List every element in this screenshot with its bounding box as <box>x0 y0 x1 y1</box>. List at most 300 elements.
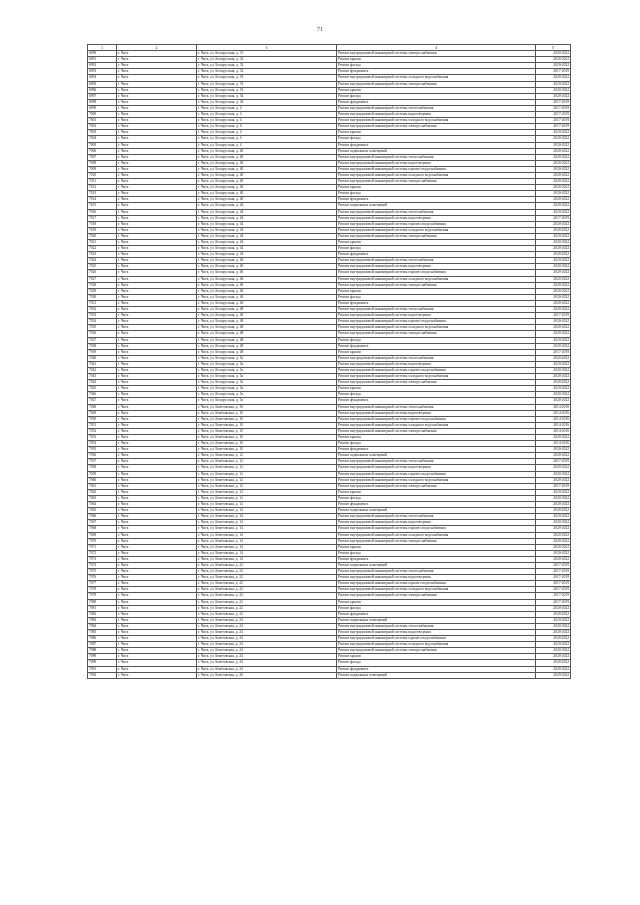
work-type-cell: Ремонт фасада <box>337 337 536 343</box>
period-cell: 2017-2019 <box>536 105 571 111</box>
row-number-cell: 7066 <box>88 514 117 520</box>
period-cell: 2020-2022 <box>536 185 571 191</box>
municipality-cell: г. Чита <box>117 447 197 453</box>
row-number-cell: 7043 <box>88 374 117 380</box>
municipality-cell: г. Чита <box>117 587 197 593</box>
row-number-cell: 7056 <box>88 453 117 459</box>
work-type-cell: Ремонт фасада <box>337 246 536 252</box>
row-number-cell: 7025 <box>88 264 117 270</box>
address-cell: г. Чита, ул. Бекетовская, д. 12 <box>197 459 337 465</box>
work-type-cell: Ремонт фасада <box>337 93 536 99</box>
work-type-cell: Ремонт фундамента <box>337 197 536 203</box>
address-cell: г. Чита, ул. Белорусская, д. 48 <box>197 307 337 313</box>
row-number-cell: 6993 <box>88 69 117 75</box>
municipality-cell: г. Чита <box>117 599 197 605</box>
period-cell: 2020-2022 <box>536 520 571 526</box>
row-number-cell: 7023 <box>88 252 117 258</box>
municipality-cell: г. Чита <box>117 532 197 538</box>
municipality-cell: г. Чита <box>117 392 197 398</box>
period-cell: 2017-2019 <box>536 569 571 575</box>
work-type-cell: Ремонт внутридомовой инженерной системы водоотведения <box>337 630 536 636</box>
municipality-cell: г. Чита <box>117 672 197 678</box>
municipality-cell: г. Чита <box>117 361 197 367</box>
work-type-cell: Ремонт внутридомовой инженерной системы холодного водоснабжения <box>337 374 536 380</box>
address-cell: г. Чита, ул. Белорусская, д. 5а <box>197 380 337 386</box>
address-cell: г. Чита, ул. Белорусская, д. 48 <box>197 313 337 319</box>
row-number-cell: 7034 <box>88 319 117 325</box>
column-header-3: 3 <box>197 45 337 51</box>
row-number-cell: 7058 <box>88 465 117 471</box>
municipality-cell: г. Чита <box>117 453 197 459</box>
row-number-cell: 7059 <box>88 471 117 477</box>
municipality-cell: г. Чита <box>117 581 197 587</box>
municipality-cell: г. Чита <box>117 483 197 489</box>
period-cell: 2020-2022 <box>536 538 571 544</box>
municipality-cell: г. Чита <box>117 514 197 520</box>
municipality-cell: г. Чита <box>117 172 197 178</box>
municipality-cell: г. Чита <box>117 355 197 361</box>
period-cell: 2020-2022 <box>536 307 571 313</box>
municipality-cell: г. Чита <box>117 185 197 191</box>
municipality-cell: г. Чита <box>117 319 197 325</box>
period-cell: 2020-2022 <box>536 544 571 550</box>
address-cell: г. Чита, ул. Белорусская, д. 44 <box>197 227 337 233</box>
address-cell: г. Чита, ул. Белорусская, д. 4 <box>197 136 337 142</box>
period-cell: 2020-2022 <box>536 87 571 93</box>
period-cell: 2020-2022 <box>536 51 571 57</box>
municipality-cell: г. Чита <box>117 233 197 239</box>
address-cell: г. Чита, ул. Белорусская, д. 48 <box>197 319 337 325</box>
period-cell: 2020-2022 <box>536 435 571 441</box>
row-number-cell: 7033 <box>88 313 117 319</box>
address-cell: г. Чита, ул. Бекетовская, д. 14 <box>197 532 337 538</box>
period-cell: 2020-2022 <box>536 465 571 471</box>
municipality-cell: г. Чита <box>117 544 197 550</box>
period-cell: 2020-2022 <box>536 197 571 203</box>
row-number-cell: 7077 <box>88 581 117 587</box>
address-cell: г. Чита, ул. Белорусская, д. 48 <box>197 349 337 355</box>
row-number-cell: 7047 <box>88 398 117 404</box>
row-number-cell: 7069 <box>88 532 117 538</box>
row-number-cell: 7091 <box>88 666 117 672</box>
address-cell: г. Чита, ул. Белорусская, д. 34 <box>197 99 337 105</box>
period-cell: 2020-2022 <box>536 374 571 380</box>
municipality-cell: г. Чита <box>117 471 197 477</box>
work-type-cell: Ремонт крыши <box>337 386 536 392</box>
municipality-cell: г. Чита <box>117 343 197 349</box>
address-cell: г. Чита, ул. Бекетовская, д. 22 <box>197 593 337 599</box>
work-type-cell: Ремонт подвальных помещений <box>337 672 536 678</box>
row-number-cell: 7062 <box>88 489 117 495</box>
work-type-cell: Ремонт подвальных помещений <box>337 508 536 514</box>
period-cell: 2020-2022 <box>536 526 571 532</box>
period-cell: 2020-2022 <box>536 276 571 282</box>
municipality-cell: г. Чита <box>117 99 197 105</box>
period-cell: 2020-2022 <box>536 502 571 508</box>
period-cell: 2020-2022 <box>536 130 571 136</box>
work-type-cell: Ремонт внутридомовой инженерной системы электроснабжения <box>337 179 536 185</box>
work-type-cell: Ремонт фундамента <box>337 447 536 453</box>
address-cell: г. Чита, ул. Белорусская, д. 48 <box>197 325 337 331</box>
address-cell: г. Чита, ул. Бекетовская, д. 22 <box>197 575 337 581</box>
work-type-cell: Ремонт внутридомовой инженерной системы холодного водоснабжения <box>337 227 536 233</box>
row-number-cell: 7067 <box>88 520 117 526</box>
municipality-cell: г. Чита <box>117 87 197 93</box>
address-cell: г. Чита, ул. Бекетовская, д. 24 <box>197 623 337 629</box>
period-cell: 2020-2022 <box>536 453 571 459</box>
address-cell: г. Чита, ул. Бекетовская, д. 14 <box>197 544 337 550</box>
municipality-cell: г. Чита <box>117 93 197 99</box>
address-cell: г. Чита, ул. Бекетовская, д. 24 <box>197 636 337 642</box>
address-cell: г. Чита, ул. Бекетовская, д. 24 <box>197 666 337 672</box>
address-cell: г. Чита, ул. Белорусская, д. 44 <box>197 209 337 215</box>
period-cell: 2014-2016 <box>536 404 571 410</box>
period-cell: 2020-2022 <box>536 550 571 556</box>
municipality-cell: г. Чита <box>117 648 197 654</box>
period-cell: 2017-2019 <box>536 112 571 118</box>
municipality-cell: г. Чита <box>117 526 197 532</box>
period-cell: 2020-2022 <box>536 63 571 69</box>
row-number-cell: 7044 <box>88 380 117 386</box>
row-number-cell: 7083 <box>88 617 117 623</box>
row-number-cell: 7000 <box>88 112 117 118</box>
period-cell: 2017-2019 <box>536 215 571 221</box>
work-type-cell: Ремонт подвальных помещений <box>337 203 536 209</box>
address-cell: г. Чита, ул. Белорусская, д. 5а <box>197 367 337 373</box>
row-number-cell: 7021 <box>88 240 117 246</box>
municipality-cell: г. Чита <box>117 124 197 130</box>
period-cell: 2020-2022 <box>536 160 571 166</box>
work-type-cell: Ремонт подвальных помещений <box>337 562 536 568</box>
address-cell: г. Чита, ул. Бекетовская, д. 22 <box>197 611 337 617</box>
work-type-cell: Ремонт внутридомовой инженерной системы холодного водоснабжения <box>337 172 536 178</box>
row-number-cell: 7048 <box>88 404 117 410</box>
work-type-cell: Ремонт внутридомовой инженерной системы горячего водоснабжения <box>337 166 536 172</box>
work-type-cell: Ремонт внутридомовой инженерной системы электроснабжения <box>337 51 536 57</box>
municipality-cell: г. Чита <box>117 166 197 172</box>
period-cell: 2014-2016 <box>536 416 571 422</box>
municipality-cell: г. Чита <box>117 477 197 483</box>
municipality-cell: г. Чита <box>117 325 197 331</box>
work-type-cell: Ремонт внутридомовой инженерной системы горячего водоснабжения <box>337 367 536 373</box>
row-number-cell: 7011 <box>88 179 117 185</box>
work-type-cell: Ремонт внутридомовой инженерной системы электроснабжения <box>337 331 536 337</box>
period-cell: 2017-2019 <box>536 124 571 130</box>
work-type-cell: Ремонт внутридомовой инженерной системы горячего водоснабжения <box>337 471 536 477</box>
work-type-cell: Ремонт фундамента <box>337 99 536 105</box>
period-cell: 2020-2022 <box>536 57 571 63</box>
row-number-cell: 7087 <box>88 642 117 648</box>
address-cell: г. Чита, ул. Бекетовская, д. 12 <box>197 489 337 495</box>
row-number-cell: 7088 <box>88 648 117 654</box>
row-number-cell: 7003 <box>88 130 117 136</box>
address-cell: г. Чита, ул. Белорусская, д. 40 <box>197 154 337 160</box>
municipality-cell: г. Чита <box>117 203 197 209</box>
row-number-cell: 7060 <box>88 477 117 483</box>
row-number-cell: 7009 <box>88 166 117 172</box>
period-cell: 2017-2019 <box>536 459 571 465</box>
period-cell: 2014-2016 <box>536 410 571 416</box>
address-cell: г. Чита, ул. Белорусская, д. 5а <box>197 386 337 392</box>
municipality-cell: г. Чита <box>117 300 197 306</box>
address-cell: г. Чита, ул. Белорусская, д. 48 <box>197 337 337 343</box>
period-cell: 2014-2016 <box>536 441 571 447</box>
row-number-cell: 6998 <box>88 99 117 105</box>
address-cell: г. Чита, ул. Бекетовская, д. 22 <box>197 587 337 593</box>
municipality-cell: г. Чита <box>117 556 197 562</box>
municipality-cell: г. Чита <box>117 508 197 514</box>
municipality-cell: г. Чита <box>117 441 197 447</box>
row-number-cell: 7053 <box>88 435 117 441</box>
period-cell: 2020-2022 <box>536 398 571 404</box>
address-cell: г. Чита, ул. Бекетовская, д. 24 <box>197 630 337 636</box>
work-type-cell: Ремонт внутридомовой инженерной системы горячего водоснабжения <box>337 416 536 422</box>
row-number-cell: 7071 <box>88 544 117 550</box>
work-type-cell: Ремонт крыши <box>337 599 536 605</box>
period-cell: 2020-2022 <box>536 361 571 367</box>
address-cell: г. Чита, ул. Белорусская, д. 48 <box>197 331 337 337</box>
municipality-cell: г. Чита <box>117 666 197 672</box>
period-cell: 2020-2022 <box>536 93 571 99</box>
period-cell: 2020-2022 <box>536 556 571 562</box>
address-cell: г. Чита, ул. Белорусская, д. 40 <box>197 179 337 185</box>
row-number-cell: 7040 <box>88 355 117 361</box>
address-cell: г. Чита, ул. Бекетовская, д. 14 <box>197 508 337 514</box>
address-cell: г. Чита, ул. Бекетовская, д. 12 <box>197 495 337 501</box>
work-type-cell: Ремонт крыши <box>337 130 536 136</box>
work-type-cell: Ремонт внутридомовой инженерной системы водоотведения <box>337 361 536 367</box>
address-cell: г. Чита, ул. Бекетовская, д. 26 <box>197 672 337 678</box>
municipality-cell: г. Чита <box>117 179 197 185</box>
municipality-cell: г. Чита <box>117 538 197 544</box>
address-cell: г. Чита, ул. Бекетовская, д. 14 <box>197 538 337 544</box>
row-number-cell: 7032 <box>88 307 117 313</box>
work-type-cell: Ремонт внутридомовой инженерной системы холодного водоснабжения <box>337 642 536 648</box>
period-cell: 2020-2022 <box>536 75 571 81</box>
period-cell: 2020-2022 <box>536 148 571 154</box>
work-type-cell: Ремонт внутридомовой инженерной системы холодного водоснабжения <box>337 276 536 282</box>
work-type-cell: Ремонт внутридомовой инженерной системы водоотведения <box>337 575 536 581</box>
period-cell: 2020-2022 <box>536 654 571 660</box>
address-cell: г. Чита, ул. Белорусская, д. 5а <box>197 361 337 367</box>
period-cell: 2020-2022 <box>536 343 571 349</box>
municipality-cell: г. Чита <box>117 270 197 276</box>
municipality-cell: г. Чита <box>117 520 197 526</box>
period-cell: 2020-2022 <box>536 367 571 373</box>
work-type-cell: Ремонт внутридомовой инженерной системы холодного водоснабжения <box>337 532 536 538</box>
municipality-cell: г. Чита <box>117 416 197 422</box>
address-cell: г. Чита, ул. Бекетовская, д. 12 <box>197 453 337 459</box>
period-cell: 2017-2019 <box>536 349 571 355</box>
address-cell: г. Чита, ул. Белорусская, д. 44 <box>197 246 337 252</box>
work-type-cell: Ремонт фундамента <box>337 398 536 404</box>
address-cell: г. Чита, ул. Бекетовская, д. 24 <box>197 660 337 666</box>
table-row <box>88 672 571 678</box>
period-cell: 2020-2022 <box>536 246 571 252</box>
period-cell: 2020-2022 <box>536 636 571 642</box>
period-cell: 2020-2022 <box>536 666 571 672</box>
period-cell: 2020-2022 <box>536 172 571 178</box>
work-type-cell: Ремонт фасада <box>337 294 536 300</box>
work-type-cell: Ремонт внутридомовой инженерной системы холодного водоснабжения <box>337 75 536 81</box>
row-number-cell: 7070 <box>88 538 117 544</box>
work-type-cell: Ремонт крыши <box>337 349 536 355</box>
period-cell: 2020-2022 <box>536 617 571 623</box>
row-number-cell: 7076 <box>88 575 117 581</box>
row-number-cell: 7042 <box>88 367 117 373</box>
work-type-cell: Ремонт фундамента <box>337 556 536 562</box>
municipality-cell: г. Чита <box>117 459 197 465</box>
period-cell: 2020-2022 <box>536 386 571 392</box>
period-cell: 2017-2019 <box>536 593 571 599</box>
work-type-cell: Ремонт внутридомовой инженерной системы холодного водоснабжения <box>337 118 536 124</box>
row-number-cell: 7075 <box>88 569 117 575</box>
row-number-cell: 7010 <box>88 172 117 178</box>
row-number-cell: 7090 <box>88 660 117 666</box>
work-type-cell: Ремонт фундамента <box>337 300 536 306</box>
row-number-cell: 7092 <box>88 672 117 678</box>
municipality-cell: г. Чита <box>117 240 197 246</box>
row-number-cell: 7016 <box>88 209 117 215</box>
municipality-cell: г. Чита <box>117 215 197 221</box>
work-type-cell: Ремонт внутридомовой инженерной системы водоотведения <box>337 160 536 166</box>
work-type-cell: Ремонт внутридомовой инженерной системы водоотведения <box>337 215 536 221</box>
address-cell: г. Чита, ул. Белорусская, д. 40 <box>197 185 337 191</box>
row-number-cell: 7082 <box>88 611 117 617</box>
address-cell: г. Чита, ул. Бекетовская, д. 22 <box>197 599 337 605</box>
period-cell: 2017-2019 <box>536 313 571 319</box>
row-number-cell: 6992 <box>88 63 117 69</box>
row-number-cell: 6997 <box>88 93 117 99</box>
work-type-cell: Ремонт крыши <box>337 654 536 660</box>
row-number-cell: 6991 <box>88 57 117 63</box>
address-cell: г. Чита, ул. Белорусская, д. 4 <box>197 105 337 111</box>
address-cell: г. Чита, ул. Бекетовская, д. 10 <box>197 416 337 422</box>
period-cell: 2020-2022 <box>536 227 571 233</box>
row-number-cell: 7035 <box>88 325 117 331</box>
municipality-cell: г. Чита <box>117 130 197 136</box>
period-cell: 2017-2019 <box>536 581 571 587</box>
work-type-cell: Ремонт крыши <box>337 87 536 93</box>
row-number-cell: 7065 <box>88 508 117 514</box>
work-type-cell: Ремонт внутридомовой инженерной системы теплоснабжения <box>337 209 536 215</box>
work-type-cell: Ремонт внутридомовой инженерной системы электроснабжения <box>337 233 536 239</box>
address-cell: г. Чита, ул. Бекетовская, д. 12 <box>197 483 337 489</box>
address-cell: г. Чита, ул. Бекетовская, д. 22 <box>197 562 337 568</box>
work-type-cell: Ремонт фасада <box>337 63 536 69</box>
address-cell: г. Чита, ул. Белорусская, д. 44 <box>197 252 337 258</box>
row-number-cell: 7046 <box>88 392 117 398</box>
row-number-cell: 7036 <box>88 331 117 337</box>
row-number-cell: 6995 <box>88 81 117 87</box>
work-type-cell: Ремонт внутридомовой инженерной системы водоотведения <box>337 520 536 526</box>
period-cell: 2020-2022 <box>536 630 571 636</box>
row-number-cell: 7049 <box>88 410 117 416</box>
address-cell: г. Чита, ул. Белорусская, д. 46 <box>197 276 337 282</box>
municipality-cell: г. Чита <box>117 63 197 69</box>
address-cell: г. Чита, ул. Белорусская, д. 46 <box>197 264 337 270</box>
address-cell: г. Чита, ул. Бекетовская, д. 12 <box>197 471 337 477</box>
period-cell: 2020-2022 <box>536 532 571 538</box>
work-type-cell: Ремонт внутридомовой инженерной системы теплоснабжения <box>337 514 536 520</box>
period-cell: 2020-2022 <box>536 672 571 678</box>
address-cell: г. Чита, ул. Бекетовская, д. 10 <box>197 441 337 447</box>
address-cell: г. Чита, ул. Бекетовская, д. 10 <box>197 410 337 416</box>
work-type-cell: Ремонт фундамента <box>337 142 536 148</box>
row-number-cell: 7039 <box>88 349 117 355</box>
municipality-cell: г. Чита <box>117 489 197 495</box>
address-cell: г. Чита, ул. Бекетовская, д. 14 <box>197 550 337 556</box>
address-cell: г. Чита, ул. Белорусская, д. 48 <box>197 343 337 349</box>
address-cell: г. Чита, ул. Белорусская, д. 34 <box>197 93 337 99</box>
period-cell: 2017-2019 <box>536 483 571 489</box>
municipality-cell: г. Чита <box>117 148 197 154</box>
period-cell: 2020-2022 <box>536 142 571 148</box>
municipality-cell: г. Чита <box>117 569 197 575</box>
work-type-cell: Ремонт фундамента <box>337 252 536 258</box>
period-cell: 2020-2022 <box>536 221 571 227</box>
period-cell: 2020-2022 <box>536 508 571 514</box>
municipality-cell: г. Чита <box>117 642 197 648</box>
municipality-cell: г. Чита <box>117 51 197 57</box>
address-cell: г. Чита, ул. Белорусская, д. 33 <box>197 87 337 93</box>
period-cell: 2020-2022 <box>536 258 571 264</box>
address-cell: г. Чита, ул. Бекетовская, д. 10 <box>197 435 337 441</box>
row-number-cell: 7018 <box>88 221 117 227</box>
address-cell: г. Чита, ул. Белорусская, д. 46 <box>197 288 337 294</box>
row-number-cell: 7028 <box>88 282 117 288</box>
page-number: 71 <box>317 27 323 33</box>
municipality-cell: г. Чита <box>117 252 197 258</box>
address-cell: г. Чита, ул. Белорусская, д. 40 <box>197 160 337 166</box>
address-cell: г. Чита, ул. Бекетовская, д. 14 <box>197 556 337 562</box>
municipality-cell: г. Чита <box>117 331 197 337</box>
row-number-cell: 7008 <box>88 160 117 166</box>
address-cell: г. Чита, ул. Белорусская, д. 46 <box>197 300 337 306</box>
row-number-cell: 7026 <box>88 270 117 276</box>
work-type-cell: Ремонт крыши <box>337 240 536 246</box>
municipality-cell: г. Чита <box>117 294 197 300</box>
work-type-cell: Ремонт внутридомовой инженерной системы водоотведения <box>337 465 536 471</box>
address-cell: г. Чита, ул. Белорусская, д. 44 <box>197 233 337 239</box>
row-number-cell: 7045 <box>88 386 117 392</box>
row-number-cell: 7037 <box>88 337 117 343</box>
address-cell: г. Чита, ул. Бекетовская, д. 14 <box>197 526 337 532</box>
municipality-cell: г. Чита <box>117 209 197 215</box>
address-cell: г. Чита, ул. Бекетовская, д. 10 <box>197 422 337 428</box>
municipality-cell: г. Чита <box>117 435 197 441</box>
address-cell: г. Чита, ул. Белорусская, д. 5а <box>197 355 337 361</box>
row-number-cell: 7001 <box>88 118 117 124</box>
work-type-cell: Ремонт внутридомовой инженерной системы горячего водоснабжения <box>337 221 536 227</box>
period-cell: 2020-2022 <box>536 154 571 160</box>
work-type-cell: Ремонт фасада <box>337 605 536 611</box>
column-header-1: 1 <box>88 45 117 51</box>
row-number-cell: 7080 <box>88 599 117 605</box>
municipality-cell: г. Чита <box>117 605 197 611</box>
municipality-cell: г. Чита <box>117 57 197 63</box>
work-type-cell: Ремонт внутридомовой инженерной системы холодного водоснабжения <box>337 477 536 483</box>
municipality-cell: г. Чита <box>117 386 197 392</box>
period-cell: 2017-2019 <box>536 599 571 605</box>
address-cell: г. Чита, ул. Белорусская, д. 5а <box>197 374 337 380</box>
row-number-cell: 7019 <box>88 227 117 233</box>
row-number-cell: 7015 <box>88 203 117 209</box>
work-type-cell: Ремонт внутридомовой инженерной системы электроснабжения <box>337 483 536 489</box>
address-cell: г. Чита, ул. Белорусская, д. 31 <box>197 51 337 57</box>
work-type-cell: Ремонт подвальных помещений <box>337 617 536 623</box>
municipality-cell: г. Чита <box>117 374 197 380</box>
